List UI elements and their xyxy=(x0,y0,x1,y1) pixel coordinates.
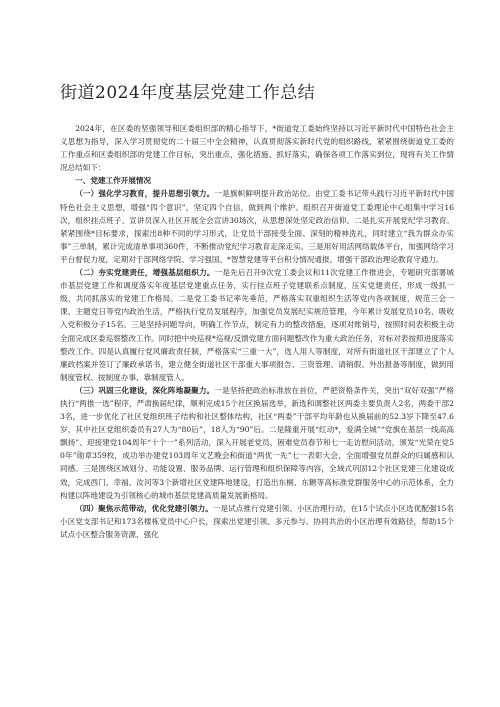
item-4-lead: （四）聚焦示范带动，优化党建引领力。 xyxy=(75,503,213,513)
intro-paragraph: 2024年，在区委的坚强领导和区委组织部的精心指导下，*街道党工委始终坚持以习近平新时代中国特色社会主义思想为指导，深入学习贯彻党的二十届三中全会精神，认真贯彻落实新时代党的组织路线，紧紧围绕街道党工委的工作重点和区委组织部的党建工作目标，突出重点，强化措施、抓好落实，确保各项工作落实到位，现将有关工作情况总结如下： xyxy=(60,124,454,173)
item-1-text: 一是旗帜鲜明提升政治站位。由党工委书记带头践行习近平新时代中国特色社会主义思想，增强“四个意识”，坚定四个自信，做到两个维护。组织召开街道党工委理论中心组集中学习16次，组织挂点班子、宣讲员深入社区开展全会宣讲30场次，从思想深处坚定政治信仰。二是扎实开展党纪学习教育。紧紧围绕*目标要求，探索出8种不同的学习形式，让党员干部接受全面、深刻的精神洗礼，同时建立“我为群众办实事”三单制，累计完成清单事项360件，不断推动党纪学习教育走深走实。三是用好用活网络载体平台，加强网络学习平台督促力度，定期对于部网络学院、学习强国、*智慧党建等平台积分情况通报，增强干部政治理论教育守通力。 xyxy=(60,189,455,264)
item-4-text: 一是试点推行党建引领、小区治理行动，在15个试点小区选优配强15名小区党支部书记和173名楼栋党员中心户长，探索出党建引领、多元参与、协同共治的小区治理有效路径，帮助15个试点小区整合服务资源、强化 xyxy=(60,503,454,539)
document-title: 街道2024年度基层党建工作总结 xyxy=(60,83,316,103)
item-3-lead: （三）巩固三化建设，深化阵地凝聚力。 xyxy=(75,385,215,395)
paragraph-item-1 xyxy=(60,187,454,266)
paragraph-item-2 xyxy=(60,266,454,384)
section-heading-1: 一、党建工作开展情况 xyxy=(75,176,152,186)
item-2-text: 一是先后召开9次党工委会议和11次党建工作推进会，专题研究部署城市基层党建工作和调度落实年度基层党建重点任务，实行挂点班子党建联系点制度，压实党建责任，形成一级抓一级，共同抓落实的党建工作格局。二是党工委书记率先垂范，严格落实双重组织生活等党内各项制度，规范三会一课、主题党日等党内政治生活，严格执行党员发展程序，加强党员发展纪实规范管理，今年累计发展党员10名、吸收入党积极分子15名。三是坚持问题导向，明确工作节点，制定有力的整改措施，逐项对账销号，按照时间表积极主动全面完成区委巡察整改工作。同时把中央巡视*巡视/反馈党建方面问题整改作为重大政治任务，对标对表按照进度落实整改工作。四是认真履行党风廉政责任制，严格落实“三重一大”，选人用人等制度，对所有街道社区干部建立了个人廉政档案并签订了廉政承诺书，建立健全街道社区干部重大事项报告、三资管理、请销假、外出报备等制度，做到用制度管权、按制度办事、靠制度管人。 xyxy=(60,268,454,382)
item-1-lead: （一）强化学习教育，提升思想引领力。 xyxy=(75,189,215,199)
paragraph-item-3 xyxy=(60,384,454,502)
item-3-text: 一是坚持把政治标准放在首位，严把资格条件关，突出“双好双强”严格执行“两推一选”程序，严肃换届纪律，顺利完成15个社区换届选举，新选和调整社区两委主要负责人2名，两委干部23名，进一步优化了社区党组织班子结构和社区整体结构，社区“两委”干部平均年龄也从换届前的52.3岁下降至47.6岁，其中社区党组织委员有27人为“80后”，18人为“90”后。二是隆重开展“红动*，爱满全城”“党旗在基层一线高高飘扬”、迎接建党104周年“十个一”系列活动，深入开展老党员、困难党员春节和七一走访慰问活动，颁发“光荣在党50年”勋章359枚，成功举办建党103周年文艺晚会和街道“两优一先”七一表彰大会，全面增强党员群众的归属感和认同感。三是围绕区域划分、功能设置、服务品牌、运行管理和组织保障等内容，全域式巩固12个社区党建三化建设成效，完成西门、幸福、汝河等3个新增社区党建阵地建设，打造出东桐、东糖等高标准党群服务中心的示范体系，全力构建以阵地建设为引领核心的城市基层党建高质量发展新格局。 xyxy=(60,385,454,500)
paragraph-item-4 xyxy=(60,502,454,541)
item-2-lead: （二）夯实党建责任，增强基层组织力。 xyxy=(75,268,215,278)
